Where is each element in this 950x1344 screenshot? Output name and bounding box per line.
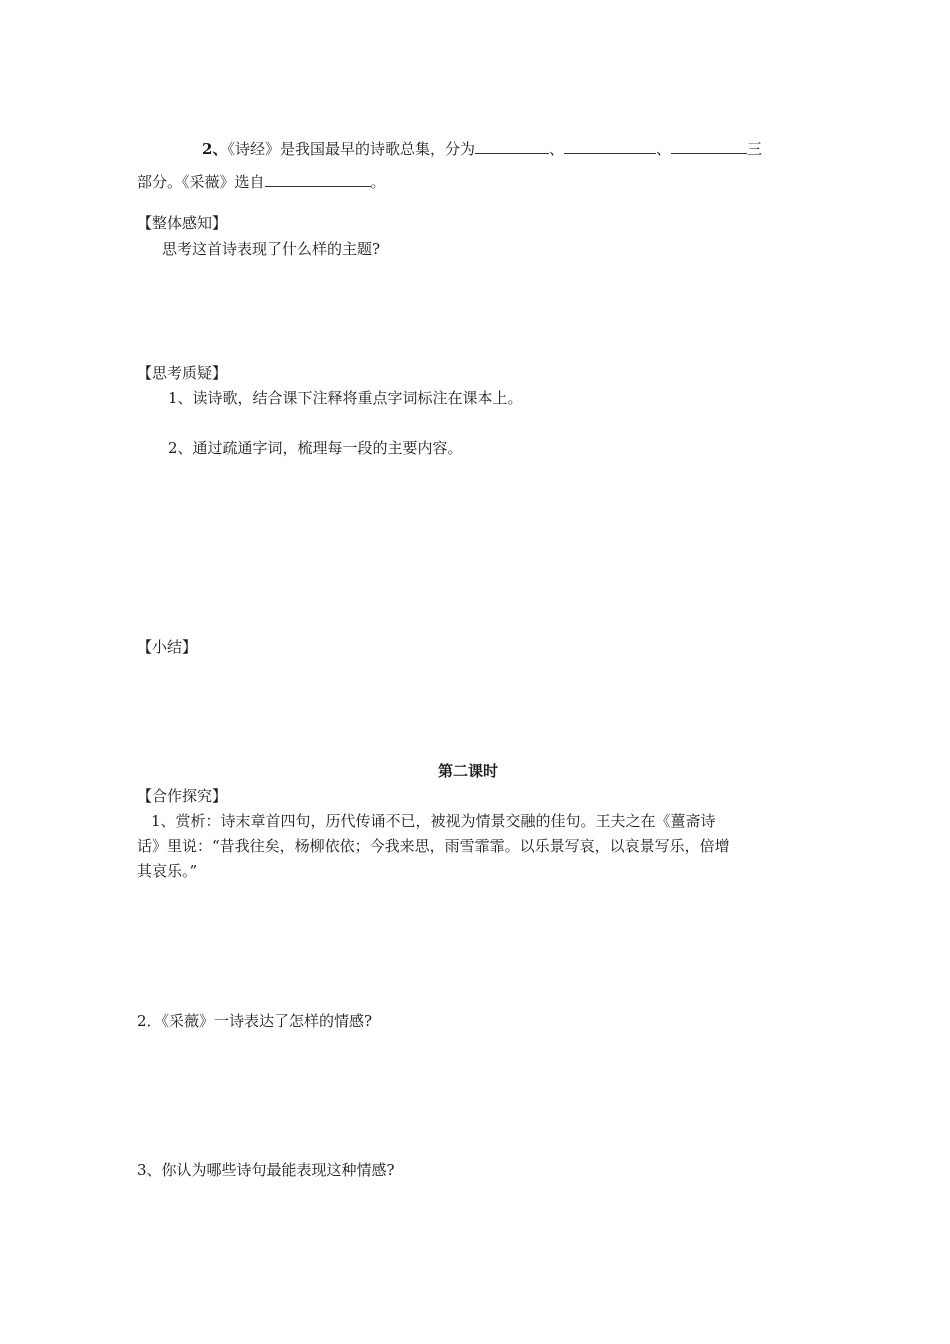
thinking-item-2: 2、通过疏通字词，梳理每一段的主要内容。	[168, 439, 463, 457]
section-heading-cooperation: 【合作探究】	[137, 787, 228, 805]
fill-blank-4[interactable]	[265, 172, 371, 187]
intro-question-2-line-2	[137, 172, 386, 192]
cooperation-q2: 2．《采薇》一诗表达了怎样的情感?	[137, 1012, 373, 1030]
intro-question-2-line-1	[202, 139, 762, 159]
question-number-separator: 、	[212, 140, 228, 158]
question-text: 《诗经》是我国最早的诗歌总集，分为	[227, 140, 475, 158]
cooperation-q1-line-3: 其哀乐。”	[137, 862, 198, 880]
question-number: 2	[202, 140, 213, 158]
cooperation-q1-line-2: 话》里说：“昔我往矣，杨柳依依；今我来思，雨雪霏霏。以乐景写哀，以哀景写乐，倍增	[137, 837, 730, 855]
fill-blank-2[interactable]	[564, 139, 656, 154]
lesson-2-title: 第二课时	[438, 762, 499, 780]
cooperation-q1-line-1: 1、赏析：诗末章首四句，历代传诵不已，被视为情景交融的佳句。王夫之在《薑斋诗	[151, 812, 716, 830]
blank-separator: 、	[655, 140, 671, 158]
question-text-end: 。	[370, 173, 386, 191]
thinking-item-1: 1、读诗歌，结合课下注释将重点字词标注在课本上。	[168, 389, 523, 407]
fill-blank-3[interactable]	[671, 139, 747, 154]
blank-separator: 、	[548, 140, 564, 158]
section-heading-summary: 【小结】	[137, 638, 198, 656]
section-heading-overall: 【整体感知】	[137, 214, 228, 232]
section-heading-thinking: 【思考质疑】	[137, 364, 228, 382]
cooperation-q3: 3、你认为哪些诗句最能表现这种情感?	[137, 1161, 395, 1179]
question-text: 部分。《采薇》选自	[137, 173, 265, 191]
overall-question: 思考这首诗表现了什么样的主题?	[162, 240, 381, 258]
question-text-end: 三	[747, 140, 763, 158]
fill-blank-1[interactable]	[475, 139, 549, 154]
